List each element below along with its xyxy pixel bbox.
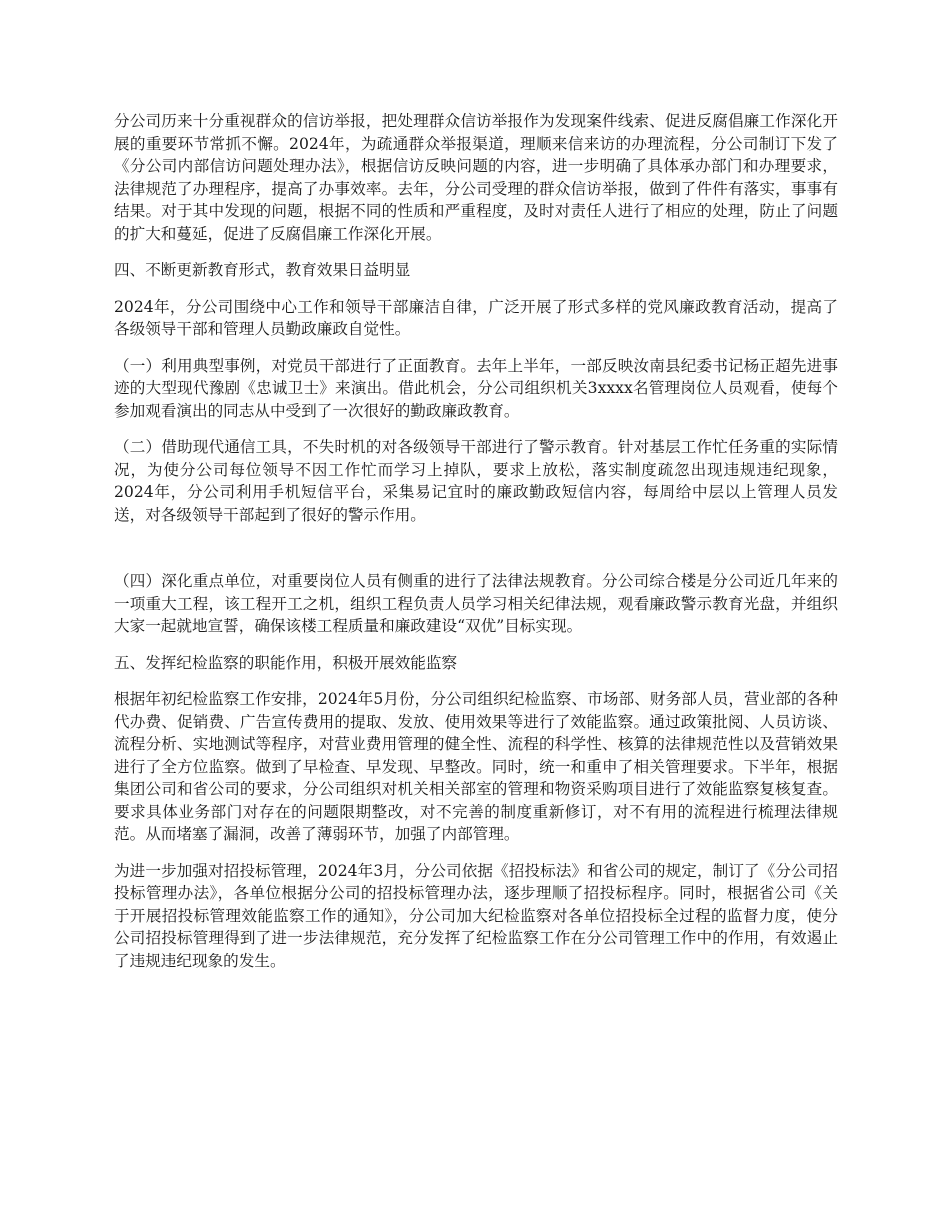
paragraph-legal-education: （四）深化重点单位，对重要岗位人员有侧重的进行了法律法规教育。分公司综合楼是分公司近几年来的一项重大工程，该工程开工之机，组织工程负责人员学习相关纪律法规，观看廉政警示教育光盘，并组织大家一起就地宣誓，确保该楼工程质量和廉政建设“双优”目标实现。 bbox=[114, 572, 838, 635]
paragraph-positive-education: （一）利用典型事例，对党员干部进行了正面教育。去年上半年，一部反映汝南县纪委书记杨正超先进事迹的大型现代豫剧《忠诚卫士》来演出。借此机会，分公司组织机关3xxxx名管理岗位人员观看，使每个参加观看演出的同志从中受到了一次很好的勤政廉政教育。 bbox=[114, 356, 838, 420]
paragraph-efficiency-supervision: 根据年初纪检监察工作安排，2024年5月份，分公司组织纪检监察、市场部、财务部人员，营业部的各种代办费、促销费、广告宣传费用的提取、发放、使用效果等进行了效能监察。通过政策批阅、人员访谈、流程分析、实地测试等程序，对营业费用管理的健全性、流程的科学性、核算的法律规范性以及营销效果进行了全方位监察。做到了早检查、早发现、早整改。同时，统一和重申了相关管理要求。下半年，根据集团公司和省公司的要求，分公司组织对机关相关部室的管理和物资采购项目进行了效能监察复核复查。要求具体业务部门对存在的问题限期整改，对不完善的制度重新修订，对不有用的流程进行梳理法律规范。从而堵塞了漏洞，改善了薄弱环节，加强了内部管理。 bbox=[114, 690, 838, 843]
section-heading-supervision: 五、发挥纪检监察的职能作用，积极开展效能监察 bbox=[114, 653, 458, 672]
paragraph-education-intro: 2024年，分公司围绕中心工作和领导干部廉洁自律，广泛开展了形式多样的党风廉政教育活动，提高了各级领导干部和管理人员勤政廉政自觉性。 bbox=[114, 297, 838, 338]
section-heading-education: 四、不断更新教育形式，教育效果日益明显 bbox=[114, 261, 411, 279]
paragraph-bidding-management: 为进一步加强对招投标管理，2024年3月，分公司依据《招投标法》和省公司的规定，制订了《分公司招投标管理办法》，各单位根据分公司的招投标管理办法，逐步理顺了招投标程序。同时，根据省公司《关于开展招投标管理效能监察工作的通知》，分公司加大纪检监察对各单位招投标全过程的监督力度，使分公司招投标管理得到了进一步法律规范，充分发挥了纪检监察工作在分公司管理工作中的作用，有效遏止了违规违纪现象的发生。 bbox=[114, 861, 838, 970]
document-body bbox=[114, 110, 838, 986]
paragraph-warning-education: （二）借助现代通信工具，不失时机的对各级领导干部进行了警示教育。针对基层工作忙任务重的实际情况，为使分公司每位领导不因工作忙而学习上掉队，要求上放松，落实制度疏忽出现违规违纪现象，2024年，分公司利用手机短信平台，采集易记宜时的廉政勤政短信内容，每周给中层以上管理人员发送，对各级领导干部起到了很好的警示作用。 bbox=[114, 438, 838, 524]
paragraph-letters-visits: 分公司历来十分重视群众的信访举报，把处理群众信访举报作为发现案件线索、促进反腐倡廉工作深化开展的重要环节常抓不懈。2024年，为疏通群众举报渠道，理顺来信来访的办理流程，分公司制订下发了《分公司内部信访问题处理办法》，根据信访反映问题的内容，进一步明确了具体承办部门和办理要求，法律规范了办理程序，提高了办事效率。去年，分公司受理的群众信访举报，做到了件件有落实，事事有结果。对于其中发现的问题，根据不同的性质和严重程度，及时对责任人进行了相应的处理，防止了问题的扩大和蔓延，促进了反腐倡廉工作深化开展。 bbox=[114, 112, 838, 243]
